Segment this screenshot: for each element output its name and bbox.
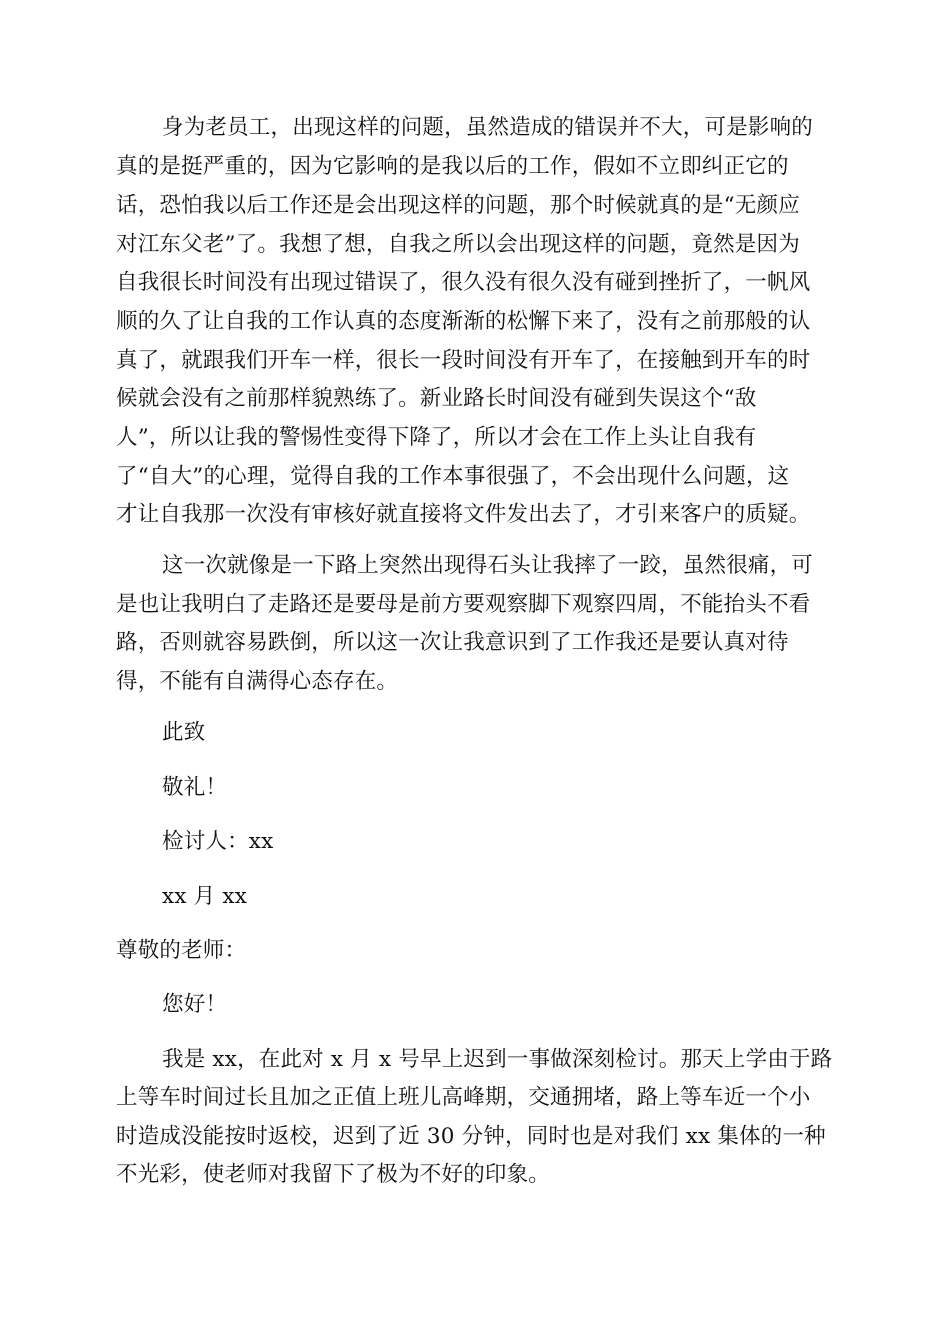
paragraph-3-line: 不光彩，使老师对我留下了极为不好的印象。 xyxy=(116,1162,551,1187)
paragraph-1-line: 才让自我那一次没有审核好就直接将文件发出去了，才引来客户的质疑。 xyxy=(116,502,811,527)
paragraph-1-line: 自我很长时间没有出现过错误了，很久没有很久没有碰到挫折了，一帆风 xyxy=(116,270,811,295)
greeting: 您好！ xyxy=(162,992,228,1017)
paragraph-1-line: 顺的久了让自我的工作认真的态度渐渐的松懈下来了，没有之前那般的认 xyxy=(116,309,811,334)
closing-jing-li: 敬礼！ xyxy=(162,775,228,800)
paragraph-2-line: 路，否则就容易跌倒，所以这一次让我意识到了工作我还是要认真对待 xyxy=(116,630,789,655)
paragraph-1-line: 人”，所以让我的警惕性变得下降了，所以才会在工作上头让自我有 xyxy=(116,425,757,450)
paragraph-1-line: 候就会没有之前那样貌熟练了。新业路长时间没有碰到失误这个“敌 xyxy=(116,386,757,411)
paragraph-1-line: 了“自大”的心理，觉得自我的工作本事很强了，不会出现什么问题，这 xyxy=(116,464,790,489)
paragraph-2-line: 这一次就像是一下路上突然出现得石头让我摔了一跤，虽然很痛，可 xyxy=(162,553,814,578)
paragraph-1-line: 对江东父老”了。我想了想，自我之所以会出现这样的问题，竟然是因为 xyxy=(116,232,800,257)
paragraph-3-line: 上等车时间过长且加之正值上班儿高峰期，交通拥堵，路上等车近一个小 xyxy=(116,1085,811,1110)
signer-line: 检讨人：xx xyxy=(162,829,274,854)
paragraph-1-line: 话，恐怕我以后工作还是会出现这样的问题，那个时候就真的是“无颜应 xyxy=(116,193,800,218)
paragraph-2-line: 得，不能有自满得心态存在。 xyxy=(116,669,399,694)
paragraph-2-line: 是也让我明白了走路还是要母是前方要观察脚下观察四周，不能抬头不看 xyxy=(116,592,811,617)
paragraph-1-line: 身为老员工，出现这样的问题，虽然造成的错误并不大，可是影响的 xyxy=(162,115,814,140)
paragraph-3-line: 时造成没能按时返校，迟到了近 30 分钟，同时也是对我们 xx 集体的一种 xyxy=(116,1124,826,1149)
paragraph-1-line: 真了，就跟我们开车一样，很长一段时间没有开车了，在接触到开车的时 xyxy=(116,348,811,373)
paragraph-1-line: 真的是挺严重的，因为它影响的是我以后的工作，假如不立即纠正它的 xyxy=(116,154,789,179)
paragraph-3-line: 我是 xx，在此对 x 月 x 号早上迟到一事做深刻检讨。那天上学由于路 xyxy=(162,1047,833,1072)
closing-ci-zhi: 此致 xyxy=(162,720,206,745)
salutation: 尊敬的老师： xyxy=(116,938,247,963)
date-line: xx 月 xx xyxy=(162,884,248,909)
